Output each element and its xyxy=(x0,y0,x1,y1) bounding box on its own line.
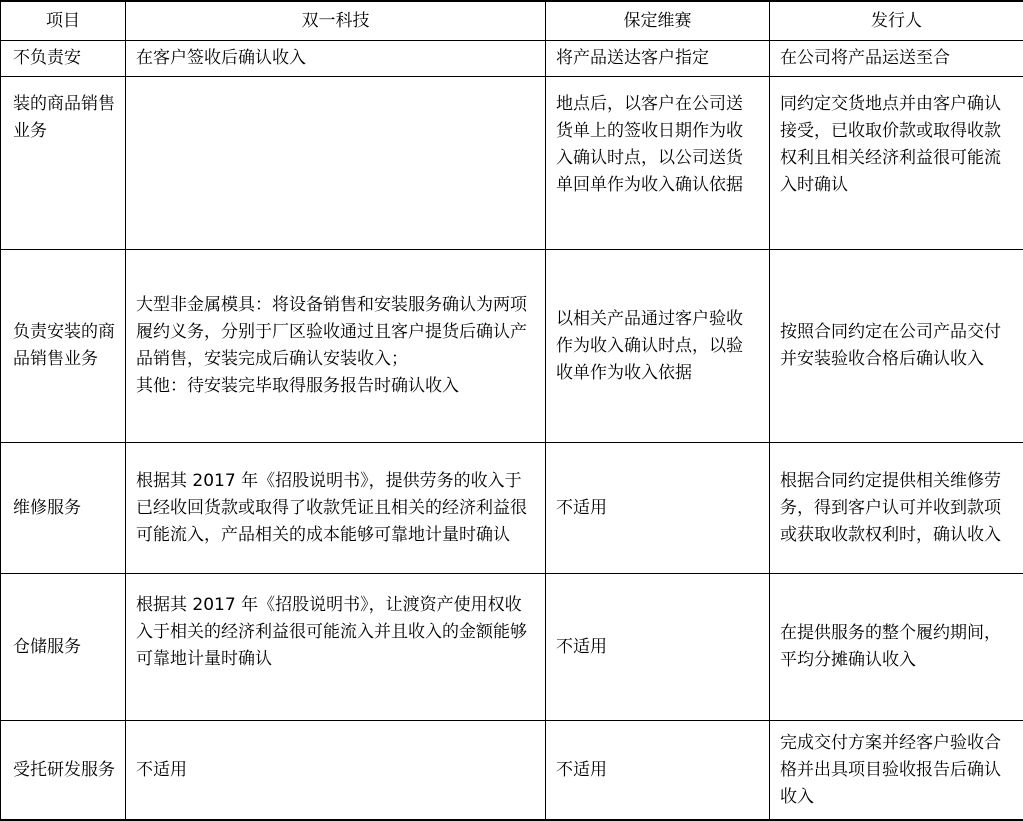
cell-item: 受托研发服务 xyxy=(1,721,126,821)
cell-baoding: 地点后，以客户在公司送货单上的签收日期作为收入确认时点，以公司送货单回单作为收入确认依据 xyxy=(546,77,770,250)
cell-shuangyi xyxy=(126,250,546,443)
cell-shuangyi: 根据其 2017 年《招股说明书》，让渡资产使用权收入于相关的经济利益很可能流入并且收入的金额能够可靠地计量时确认 xyxy=(126,574,546,721)
table-row xyxy=(1,443,1023,574)
table-header-row xyxy=(1,1,1023,41)
table-row xyxy=(1,250,1023,443)
table-row xyxy=(1,41,1023,77)
cell-issuer: 同约定交货地点并由客户确认接受，已收取价款或取得收款权利且相关经济利益很可能流入时确认 xyxy=(770,77,1023,250)
table-row xyxy=(1,721,1023,821)
table-row xyxy=(1,574,1023,721)
cell-baoding: 不适用 xyxy=(546,443,770,574)
cell-item: 不负责安 xyxy=(1,41,126,77)
cell-shuangyi-line: 其他：待安装完毕取得服务报告时确认收入 xyxy=(136,373,535,400)
cell-issuer: 在公司将产品运送至合 xyxy=(770,41,1023,77)
cell-shuangyi: 在客户签收后确认收入 xyxy=(126,41,546,77)
header-item: 项目 xyxy=(1,1,126,41)
cell-issuer: 完成交付方案并经客户验收合格并出具项目验收报告后确认收入 xyxy=(770,721,1023,821)
cell-baoding: 以相关产品通过客户验收作为收入确认时点，以验收单作为收入依据 xyxy=(546,250,770,443)
cell-issuer: 根据合同约定提供相关维修劳务，得到客户认可并收到款项或获取收款权利时，确认收入 xyxy=(770,443,1023,574)
cell-item: 负责安装的商品销售业务 xyxy=(1,250,126,443)
cell-issuer: 按照合同约定在公司产品交付并安装验收合格后确认收入 xyxy=(770,250,1023,443)
header-issuer: 发行人 xyxy=(770,1,1023,41)
cell-baoding: 将产品送达客户指定 xyxy=(546,41,770,77)
header-baoding: 保定维赛 xyxy=(546,1,770,41)
cell-shuangyi: 根据其 2017 年《招股说明书》，提供劳务的收入于已经收回货款或取得了收款凭证且相关的经济利益很可能流入，产品相关的成本能够可靠地计量时确认 xyxy=(126,443,546,574)
cell-baoding: 不适用 xyxy=(546,721,770,821)
cell-item: 维修服务 xyxy=(1,443,126,574)
cell-shuangyi-line: 大型非金属模具：将设备销售和安装服务确认为两项履约义务，分别于厂区验收通过且客户提货后确认产品销售，安装完成后确认安装收入； xyxy=(136,292,535,373)
cell-shuangyi xyxy=(126,77,546,250)
cell-shuangyi: 不适用 xyxy=(126,721,546,821)
cell-baoding: 不适用 xyxy=(546,574,770,721)
cell-item: 仓储服务 xyxy=(1,574,126,721)
cell-issuer: 在提供服务的整个履约期间，平均分摊确认收入 xyxy=(770,574,1023,721)
cell-item: 装的商品销售业务 xyxy=(1,77,126,250)
header-shuangyi: 双一科技 xyxy=(126,1,546,41)
table-row xyxy=(1,77,1023,250)
